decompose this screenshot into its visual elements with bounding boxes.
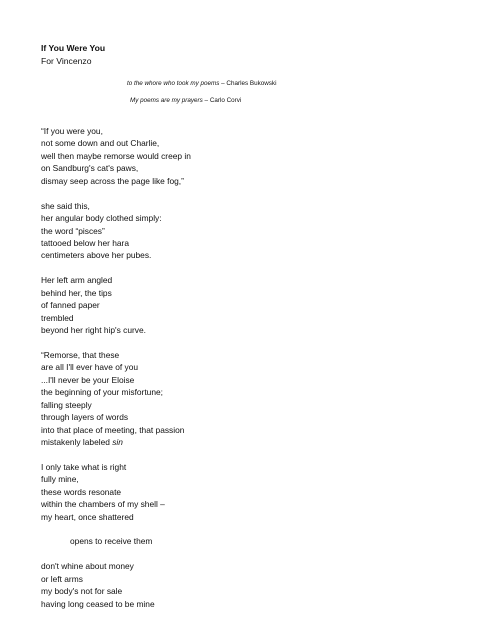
- poem-line: these words resonate: [41, 486, 122, 497]
- poem-line: “Remorse, that these: [41, 349, 120, 360]
- poem-line: the word “pisces”: [41, 225, 105, 236]
- poem-line: ...I'll never be your Eloise: [41, 374, 135, 385]
- poem-line: having long ceased to be mine: [41, 598, 155, 609]
- stanza-break: [41, 336, 471, 348]
- poem-line: my heart, once shattered: [41, 511, 134, 522]
- stanza-break: [41, 523, 471, 535]
- epigraph-quote: to the whore who took my poems: [127, 80, 220, 87]
- poem-line: dismay seep across the page like fog,”: [41, 175, 184, 186]
- poem-line: beyond her right hip's curve.: [41, 325, 146, 335]
- poem-line: through layers of words: [41, 412, 129, 423]
- poem-line: “If you were you,: [41, 126, 103, 136]
- poem-line: behind her, the tips: [41, 287, 112, 298]
- poem-line: within the chambers of my shell –: [41, 499, 165, 510]
- poem-line: my body's not for sale: [41, 586, 123, 597]
- epigraph-dash: –: [219, 80, 227, 87]
- poem-line: her angular body clothed simply:: [41, 213, 162, 224]
- poem-line-indented: opens to receive them: [70, 536, 153, 547]
- stanza-break: [41, 262, 471, 274]
- epigraph-dash: –: [202, 97, 210, 104]
- epigraph-bukowski: [127, 79, 276, 88]
- epigraph-author: Carlo Corvi: [209, 97, 242, 104]
- epigraph-corvi: [130, 96, 241, 105]
- stanza-break: [41, 448, 471, 460]
- poem-line: [41, 436, 471, 448]
- poem-dedication: For Vincenzo: [41, 56, 92, 66]
- poem-body: [41, 125, 471, 610]
- poem-line: fully mine,: [41, 474, 79, 485]
- poem-line: on Sandburg's cat's paws,: [41, 163, 139, 174]
- poem-line: not some down and out Charlie,: [41, 138, 160, 149]
- poem-title: If You Were You: [41, 43, 106, 53]
- poem-line: I only take what is right: [41, 461, 127, 472]
- poem-line: tattooed below her hara: [41, 237, 129, 248]
- poem-line: she said this,: [41, 200, 90, 211]
- poem-line: falling steeply: [41, 399, 92, 410]
- poem-line: trembled: [41, 312, 74, 323]
- poem-line: of fanned paper: [41, 300, 100, 311]
- poem-line-text: mistakenly labeled: [41, 436, 113, 447]
- epigraph-quote: My poems are my prayers: [130, 97, 203, 104]
- poem-line: into that place of meeting, that passion: [41, 424, 185, 435]
- stanza-break: [41, 187, 471, 199]
- poem-line: well then maybe remorse would creep in: [41, 150, 191, 161]
- epigraph-author: Charles Bukowski: [226, 80, 277, 87]
- poem-line: Her left arm angled: [41, 275, 113, 286]
- poem-line: or left arms: [41, 573, 83, 584]
- poem-line: the beginning of your misfortune;: [41, 387, 163, 398]
- stanza-break: [41, 548, 471, 560]
- poem-line: are all I'll ever have of you: [41, 362, 139, 373]
- poem-line: centimeters above her pubes.: [41, 250, 152, 261]
- poem-line-italic-word: sin: [112, 436, 123, 447]
- poem-line: don't whine about money: [41, 561, 134, 572]
